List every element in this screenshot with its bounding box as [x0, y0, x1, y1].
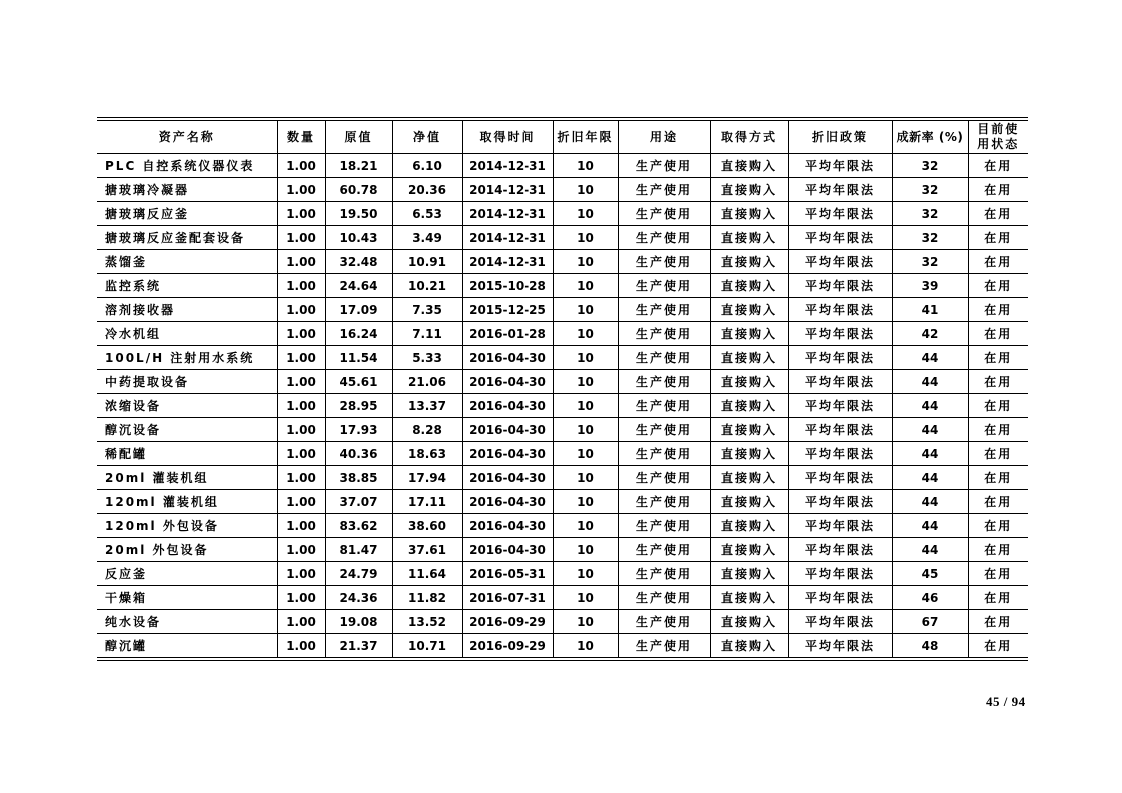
table-cell: 直接购入 — [710, 370, 788, 394]
table-cell: 1.00 — [277, 586, 325, 610]
column-header: 折旧年限 — [553, 119, 618, 154]
table-row — [97, 634, 1028, 660]
table-cell: 平均年限法 — [788, 274, 892, 298]
table-cell: 20ml 外包设备 — [97, 538, 277, 562]
column-header: 折旧政策 — [788, 119, 892, 154]
table-cell: 2014-12-31 — [462, 154, 553, 178]
table-cell: 10.71 — [392, 634, 462, 660]
table-cell: 120ml 外包设备 — [97, 514, 277, 538]
table-row — [97, 346, 1028, 370]
table-cell: 在用 — [968, 370, 1028, 394]
table-cell: 生产使用 — [618, 370, 710, 394]
table-cell: 2016-04-30 — [462, 370, 553, 394]
asset-table-container — [97, 117, 1028, 661]
table-cell: 10.21 — [392, 274, 462, 298]
table-cell: 醇沉罐 — [97, 634, 277, 660]
table-cell: 10 — [553, 394, 618, 418]
table-cell: 在用 — [968, 418, 1028, 442]
table-row — [97, 322, 1028, 346]
table-row — [97, 370, 1028, 394]
table-cell: 平均年限法 — [788, 466, 892, 490]
table-cell: 21.37 — [325, 634, 392, 660]
table-cell: 直接购入 — [710, 154, 788, 178]
table-cell: 2014-12-31 — [462, 178, 553, 202]
table-cell: 直接购入 — [710, 442, 788, 466]
table-cell: 生产使用 — [618, 154, 710, 178]
table-cell: 平均年限法 — [788, 226, 892, 250]
column-header: 取得方式 — [710, 119, 788, 154]
table-cell: 中药提取设备 — [97, 370, 277, 394]
table-row — [97, 250, 1028, 274]
table-cell: 32 — [892, 202, 968, 226]
table-cell: PLC 自控系统仪器仪表 — [97, 154, 277, 178]
table-cell: 44 — [892, 466, 968, 490]
table-cell: 1.00 — [277, 370, 325, 394]
table-cell: 2016-04-30 — [462, 394, 553, 418]
table-cell: 在用 — [968, 562, 1028, 586]
table-cell: 10 — [553, 634, 618, 660]
table-cell: 1.00 — [277, 250, 325, 274]
table-cell: 直接购入 — [710, 322, 788, 346]
table-cell: 平均年限法 — [788, 562, 892, 586]
table-cell: 生产使用 — [618, 298, 710, 322]
table-row — [97, 418, 1028, 442]
table-cell: 1.00 — [277, 490, 325, 514]
table-cell: 10 — [553, 346, 618, 370]
table-cell: 37.61 — [392, 538, 462, 562]
table-cell: 41 — [892, 298, 968, 322]
column-header: 成新率 (%) — [892, 119, 968, 154]
table-cell: 平均年限法 — [788, 322, 892, 346]
table-cell: 生产使用 — [618, 490, 710, 514]
table-cell: 60.78 — [325, 178, 392, 202]
table-cell: 21.06 — [392, 370, 462, 394]
table-cell: 7.11 — [392, 322, 462, 346]
table-cell: 7.35 — [392, 298, 462, 322]
table-cell: 10 — [553, 178, 618, 202]
table-row — [97, 562, 1028, 586]
table-cell: 10 — [553, 610, 618, 634]
table-cell: 2014-12-31 — [462, 202, 553, 226]
table-cell: 生产使用 — [618, 202, 710, 226]
table-cell: 生产使用 — [618, 562, 710, 586]
table-cell: 1.00 — [277, 274, 325, 298]
table-cell: 2015-12-25 — [462, 298, 553, 322]
table-cell: 10 — [553, 370, 618, 394]
table-cell: 10 — [553, 562, 618, 586]
table-cell: 10 — [553, 418, 618, 442]
table-cell: 46 — [892, 586, 968, 610]
table-cell: 83.62 — [325, 514, 392, 538]
table-cell: 生产使用 — [618, 346, 710, 370]
table-cell: 10 — [553, 586, 618, 610]
table-header — [97, 119, 1028, 154]
table-cell: 在用 — [968, 226, 1028, 250]
table-cell: 直接购入 — [710, 202, 788, 226]
table-cell: 生产使用 — [618, 178, 710, 202]
table-cell: 32 — [892, 154, 968, 178]
table-cell: 32.48 — [325, 250, 392, 274]
table-cell: 平均年限法 — [788, 298, 892, 322]
table-cell: 6.53 — [392, 202, 462, 226]
table-cell: 19.50 — [325, 202, 392, 226]
table-cell: 生产使用 — [618, 394, 710, 418]
table-row — [97, 154, 1028, 178]
table-row — [97, 178, 1028, 202]
table-cell: 24.79 — [325, 562, 392, 586]
table-cell: 8.28 — [392, 418, 462, 442]
table-cell: 10 — [553, 538, 618, 562]
table-cell: 平均年限法 — [788, 202, 892, 226]
table-cell: 生产使用 — [618, 322, 710, 346]
table-cell: 24.36 — [325, 586, 392, 610]
table-cell: 19.08 — [325, 610, 392, 634]
table-cell: 32 — [892, 226, 968, 250]
table-cell: 溶剂接收器 — [97, 298, 277, 322]
table-cell: 44 — [892, 394, 968, 418]
table-cell: 平均年限法 — [788, 154, 892, 178]
table-cell: 2016-04-30 — [462, 490, 553, 514]
table-cell: 直接购入 — [710, 178, 788, 202]
table-cell: 10 — [553, 514, 618, 538]
table-cell: 在用 — [968, 154, 1028, 178]
table-cell: 44 — [892, 442, 968, 466]
table-cell: 44 — [892, 418, 968, 442]
table-cell: 2016-05-31 — [462, 562, 553, 586]
table-cell: 在用 — [968, 586, 1028, 610]
table-cell: 20.36 — [392, 178, 462, 202]
table-cell: 在用 — [968, 466, 1028, 490]
table-cell: 浓缩设备 — [97, 394, 277, 418]
table-row — [97, 586, 1028, 610]
table-row — [97, 202, 1028, 226]
table-cell: 平均年限法 — [788, 394, 892, 418]
table-cell: 2016-04-30 — [462, 514, 553, 538]
table-cell: 32 — [892, 250, 968, 274]
table-cell: 1.00 — [277, 610, 325, 634]
table-cell: 生产使用 — [618, 466, 710, 490]
table-cell: 45.61 — [325, 370, 392, 394]
table-cell: 平均年限法 — [788, 346, 892, 370]
table-cell: 搪玻璃反应釜 — [97, 202, 277, 226]
table-cell: 生产使用 — [618, 610, 710, 634]
table-cell: 直接购入 — [710, 466, 788, 490]
table-cell: 16.24 — [325, 322, 392, 346]
table-cell: 13.52 — [392, 610, 462, 634]
table-cell: 在用 — [968, 274, 1028, 298]
table-cell: 2016-09-29 — [462, 610, 553, 634]
table-cell: 10 — [553, 490, 618, 514]
table-cell: 生产使用 — [618, 418, 710, 442]
table-cell: 平均年限法 — [788, 418, 892, 442]
table-cell: 2014-12-31 — [462, 250, 553, 274]
table-cell: 18.21 — [325, 154, 392, 178]
table-cell: 在用 — [968, 610, 1028, 634]
table-cell: 3.49 — [392, 226, 462, 250]
table-cell: 10 — [553, 442, 618, 466]
table-cell: 生产使用 — [618, 538, 710, 562]
table-cell: 17.11 — [392, 490, 462, 514]
table-row — [97, 610, 1028, 634]
table-cell: 40.36 — [325, 442, 392, 466]
table-cell: 平均年限法 — [788, 370, 892, 394]
table-cell: 直接购入 — [710, 514, 788, 538]
table-cell: 10 — [553, 274, 618, 298]
column-header: 取得时间 — [462, 119, 553, 154]
table-cell: 稀配罐 — [97, 442, 277, 466]
table-cell: 直接购入 — [710, 562, 788, 586]
column-header: 原值 — [325, 119, 392, 154]
table-cell: 平均年限法 — [788, 538, 892, 562]
table-cell: 10 — [553, 322, 618, 346]
table-cell: 冷水机组 — [97, 322, 277, 346]
table-cell: 24.64 — [325, 274, 392, 298]
table-cell: 67 — [892, 610, 968, 634]
table-cell: 在用 — [968, 346, 1028, 370]
table-cell: 直接购入 — [710, 610, 788, 634]
table-cell: 平均年限法 — [788, 514, 892, 538]
table-cell: 1.00 — [277, 466, 325, 490]
table-row — [97, 514, 1028, 538]
asset-table — [97, 117, 1028, 661]
table-cell: 10 — [553, 154, 618, 178]
table-cell: 直接购入 — [710, 418, 788, 442]
table-cell: 37.07 — [325, 490, 392, 514]
table-cell: 干燥箱 — [97, 586, 277, 610]
table-cell: 平均年限法 — [788, 490, 892, 514]
table-cell: 平均年限法 — [788, 250, 892, 274]
page-number: 45 / 94 — [986, 694, 1026, 709]
table-cell: 1.00 — [277, 202, 325, 226]
table-cell: 10 — [553, 250, 618, 274]
table-cell: 反应釜 — [97, 562, 277, 586]
table-cell: 搪玻璃冷凝器 — [97, 178, 277, 202]
table-cell: 在用 — [968, 250, 1028, 274]
table-row — [97, 298, 1028, 322]
table-cell: 18.63 — [392, 442, 462, 466]
table-cell: 1.00 — [277, 418, 325, 442]
table-cell: 醇沉设备 — [97, 418, 277, 442]
table-cell: 1.00 — [277, 562, 325, 586]
table-cell: 在用 — [968, 394, 1028, 418]
column-header: 资产名称 — [97, 119, 277, 154]
table-cell: 直接购入 — [710, 298, 788, 322]
table-cell: 38.60 — [392, 514, 462, 538]
table-cell: 平均年限法 — [788, 610, 892, 634]
table-cell: 44 — [892, 346, 968, 370]
table-cell: 生产使用 — [618, 586, 710, 610]
table-cell: 44 — [892, 490, 968, 514]
table-cell: 10 — [553, 466, 618, 490]
table-cell: 1.00 — [277, 298, 325, 322]
table-cell: 2016-04-30 — [462, 538, 553, 562]
table-cell: 120ml 灌装机组 — [97, 490, 277, 514]
table-cell: 直接购入 — [710, 226, 788, 250]
table-cell: 在用 — [968, 442, 1028, 466]
table-cell: 44 — [892, 514, 968, 538]
table-cell: 11.54 — [325, 346, 392, 370]
table-cell: 直接购入 — [710, 538, 788, 562]
table-cell: 44 — [892, 538, 968, 562]
table-cell: 11.82 — [392, 586, 462, 610]
table-cell: 17.09 — [325, 298, 392, 322]
table-cell: 1.00 — [277, 226, 325, 250]
table-cell: 2016-07-31 — [462, 586, 553, 610]
table-cell: 1.00 — [277, 178, 325, 202]
table-cell: 28.95 — [325, 394, 392, 418]
table-cell: 直接购入 — [710, 394, 788, 418]
table-cell: 17.93 — [325, 418, 392, 442]
table-cell: 2015-10-28 — [462, 274, 553, 298]
table-cell: 生产使用 — [618, 634, 710, 660]
table-cell: 2016-01-28 — [462, 322, 553, 346]
table-cell: 5.33 — [392, 346, 462, 370]
table-cell: 直接购入 — [710, 586, 788, 610]
table-cell: 在用 — [968, 298, 1028, 322]
table-cell: 生产使用 — [618, 274, 710, 298]
table-cell: 直接购入 — [710, 274, 788, 298]
table-cell: 10.91 — [392, 250, 462, 274]
table-cell: 2016-04-30 — [462, 466, 553, 490]
table-cell: 生产使用 — [618, 226, 710, 250]
table-cell: 2016-09-29 — [462, 634, 553, 660]
table-cell: 在用 — [968, 178, 1028, 202]
table-cell: 42 — [892, 322, 968, 346]
table-cell: 81.47 — [325, 538, 392, 562]
table-cell: 100L/H 注射用水系统 — [97, 346, 277, 370]
table-cell: 1.00 — [277, 514, 325, 538]
table-cell: 32 — [892, 178, 968, 202]
table-cell: 平均年限法 — [788, 178, 892, 202]
table-cell: 平均年限法 — [788, 634, 892, 660]
table-cell: 13.37 — [392, 394, 462, 418]
table-row — [97, 226, 1028, 250]
table-cell: 直接购入 — [710, 634, 788, 660]
table-cell: 44 — [892, 370, 968, 394]
table-cell: 平均年限法 — [788, 586, 892, 610]
table-cell: 39 — [892, 274, 968, 298]
table-cell: 纯水设备 — [97, 610, 277, 634]
table-cell: 1.00 — [277, 634, 325, 660]
table-cell: 平均年限法 — [788, 442, 892, 466]
table-row — [97, 442, 1028, 466]
table-cell: 10.43 — [325, 226, 392, 250]
table-cell: 1.00 — [277, 154, 325, 178]
table-cell: 2016-04-30 — [462, 346, 553, 370]
table-cell: 直接购入 — [710, 490, 788, 514]
table-cell: 在用 — [968, 634, 1028, 660]
table-cell: 搪玻璃反应釜配套设备 — [97, 226, 277, 250]
table-cell: 生产使用 — [618, 514, 710, 538]
table-cell: 直接购入 — [710, 250, 788, 274]
table-row — [97, 394, 1028, 418]
table-row — [97, 274, 1028, 298]
table-cell: 11.64 — [392, 562, 462, 586]
table-row — [97, 490, 1028, 514]
table-cell: 10 — [553, 226, 618, 250]
table-cell: 10 — [553, 298, 618, 322]
table-cell: 2016-04-30 — [462, 418, 553, 442]
table-cell: 生产使用 — [618, 250, 710, 274]
column-header: 目前使用状态 — [968, 119, 1028, 154]
table-cell: 1.00 — [277, 322, 325, 346]
column-header: 用途 — [618, 119, 710, 154]
table-cell: 2016-04-30 — [462, 442, 553, 466]
table-cell: 在用 — [968, 538, 1028, 562]
table-body — [97, 154, 1028, 660]
table-cell: 10 — [553, 202, 618, 226]
table-cell: 在用 — [968, 202, 1028, 226]
table-cell: 在用 — [968, 490, 1028, 514]
table-cell: 45 — [892, 562, 968, 586]
table-cell: 1.00 — [277, 442, 325, 466]
table-cell: 2014-12-31 — [462, 226, 553, 250]
table-cell: 蒸馏釜 — [97, 250, 277, 274]
table-cell: 17.94 — [392, 466, 462, 490]
column-header: 净值 — [392, 119, 462, 154]
table-cell: 监控系统 — [97, 274, 277, 298]
table-cell: 48 — [892, 634, 968, 660]
table-cell: 6.10 — [392, 154, 462, 178]
table-row — [97, 538, 1028, 562]
table-cell: 1.00 — [277, 538, 325, 562]
table-cell: 20ml 灌装机组 — [97, 466, 277, 490]
table-cell: 直接购入 — [710, 346, 788, 370]
table-cell: 在用 — [968, 514, 1028, 538]
header-row — [97, 119, 1028, 154]
table-row — [97, 466, 1028, 490]
table-cell: 38.85 — [325, 466, 392, 490]
table-cell: 1.00 — [277, 394, 325, 418]
table-cell: 1.00 — [277, 346, 325, 370]
column-header: 数量 — [277, 119, 325, 154]
table-cell: 在用 — [968, 322, 1028, 346]
table-cell: 生产使用 — [618, 442, 710, 466]
